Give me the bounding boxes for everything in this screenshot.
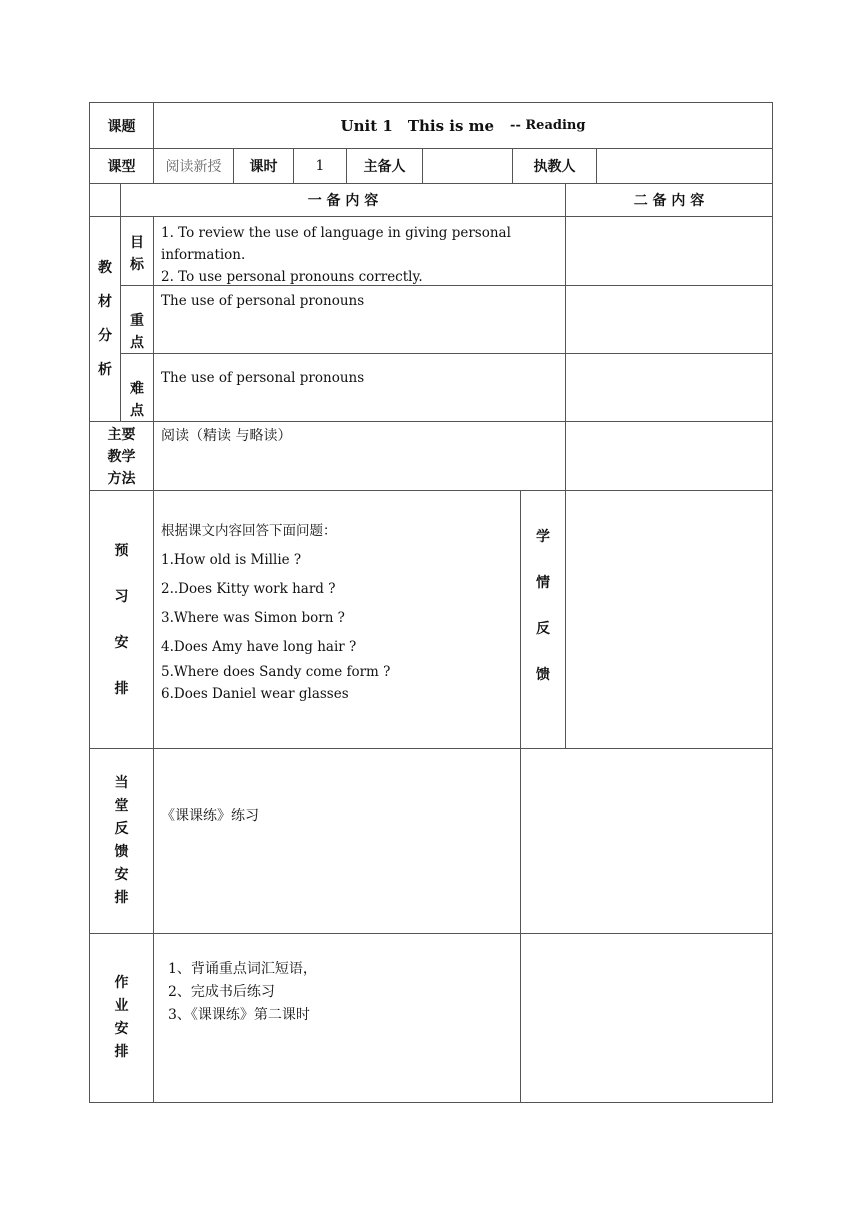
classroom-label-char: 安 xyxy=(114,867,129,883)
analysis-label-char: 材 xyxy=(98,294,112,310)
feedback-label-char: 学 xyxy=(536,529,550,545)
analysis-label xyxy=(90,217,120,421)
goals-label-char: 标 xyxy=(130,257,144,273)
preparer-label: 主备人 xyxy=(363,159,406,175)
key-label-char: 点 xyxy=(130,335,144,351)
col-divider xyxy=(153,216,154,1103)
table-border-bottom xyxy=(89,1102,773,1103)
type-value: 阅读新授 xyxy=(165,159,222,175)
method-label-line: 主要 xyxy=(107,427,136,443)
classroom-label-char: 堂 xyxy=(114,798,129,814)
difficulty-text: The use of personal pronouns xyxy=(161,370,365,386)
preview-intro: 根据课文内容回答下面问题： xyxy=(161,523,337,539)
table-border-right xyxy=(772,102,773,1103)
row-divider xyxy=(89,748,773,749)
row-divider xyxy=(89,490,773,491)
homework-label xyxy=(90,934,153,1102)
preparer-value xyxy=(423,149,512,183)
preview-question: 4.Does Amy have long hair ? xyxy=(161,639,357,655)
second-prep-header: 二 备 内 容 xyxy=(633,193,705,209)
classroom-label-char: 当 xyxy=(114,775,129,791)
classroom-label-char: 反 xyxy=(114,821,129,837)
method-label-line: 教学 xyxy=(107,449,136,465)
row-divider xyxy=(89,216,773,217)
homework-label-char: 排 xyxy=(114,1044,129,1060)
lesson-title xyxy=(154,103,772,148)
homework-list xyxy=(168,958,516,1027)
preview-question: 1.How old is Millie ? xyxy=(161,552,302,568)
analysis-label-char: 教 xyxy=(98,260,112,276)
preview-question: 3.Where was Simon born ? xyxy=(161,610,345,626)
feedback-label xyxy=(521,491,565,721)
analysis-label-char: 析 xyxy=(98,362,112,378)
row-divider xyxy=(89,933,773,934)
key-label xyxy=(121,310,153,354)
col-divider xyxy=(565,183,566,748)
preview-question: 2..Does Kitty work hard ? xyxy=(161,581,336,597)
homework-label-char: 安 xyxy=(114,1021,129,1037)
key-text: The use of personal pronouns xyxy=(161,293,365,309)
row-divider xyxy=(120,353,773,354)
preview-content xyxy=(161,520,517,705)
preview-label-char: 安 xyxy=(114,634,129,651)
type-label: 课型 xyxy=(107,159,136,175)
title-main: Unit 1 This is me xyxy=(340,117,495,135)
teacher-value xyxy=(597,149,772,183)
homework-label-char: 业 xyxy=(114,998,129,1014)
topic-label: 课题 xyxy=(107,118,136,135)
teacher-label: 执教人 xyxy=(533,159,576,175)
feedback-label-char: 馈 xyxy=(536,667,550,683)
preview-label xyxy=(90,491,153,748)
difficulty-label xyxy=(121,378,153,422)
first-prep-header: 一 备 内 容 xyxy=(307,193,379,209)
preview-question: 6.Does Daniel wear glasses xyxy=(161,686,349,702)
preview-label-char: 习 xyxy=(114,588,129,605)
goals-label-char: 目 xyxy=(130,235,144,251)
period-value: 1 xyxy=(315,158,325,174)
goal-item: 1. To review the use of language in giving personal information. xyxy=(161,225,511,263)
row-divider xyxy=(89,421,773,422)
homework-item: 2、完成书后练习 xyxy=(168,984,275,1000)
classroom-text: 《课课练》练习 xyxy=(161,808,259,824)
analysis-label-char: 分 xyxy=(98,328,112,344)
goals-text xyxy=(161,222,563,288)
preview-label-char: 预 xyxy=(114,542,129,559)
period-label: 课时 xyxy=(249,159,278,175)
preview-question: 5.Where does Sandy come form ? xyxy=(161,664,391,680)
goals-label xyxy=(121,232,153,286)
homework-item: 3、《课课练》第二课时 xyxy=(168,1007,310,1023)
preview-label-char: 排 xyxy=(114,680,129,697)
homework-label-char: 作 xyxy=(114,975,129,991)
method-text: 阅读（精读 与略读） xyxy=(161,428,292,444)
feedback-label-char: 反 xyxy=(536,621,550,637)
feedback-label-char: 情 xyxy=(536,575,550,591)
difficulty-label-char: 点 xyxy=(130,403,144,419)
goal-item: 2. To use personal pronouns correctly. xyxy=(161,269,423,285)
classroom-label-char: 排 xyxy=(114,890,129,906)
classroom-label xyxy=(90,749,153,933)
key-label-char: 重 xyxy=(130,313,144,329)
homework-item: 1、背诵重点词汇短语， xyxy=(168,961,317,977)
title-sub: -- Reading xyxy=(510,118,586,133)
method-label-line: 方法 xyxy=(107,471,136,487)
difficulty-label-char: 难 xyxy=(130,381,144,397)
method-label xyxy=(90,424,153,490)
classroom-label-char: 馈 xyxy=(114,844,129,860)
